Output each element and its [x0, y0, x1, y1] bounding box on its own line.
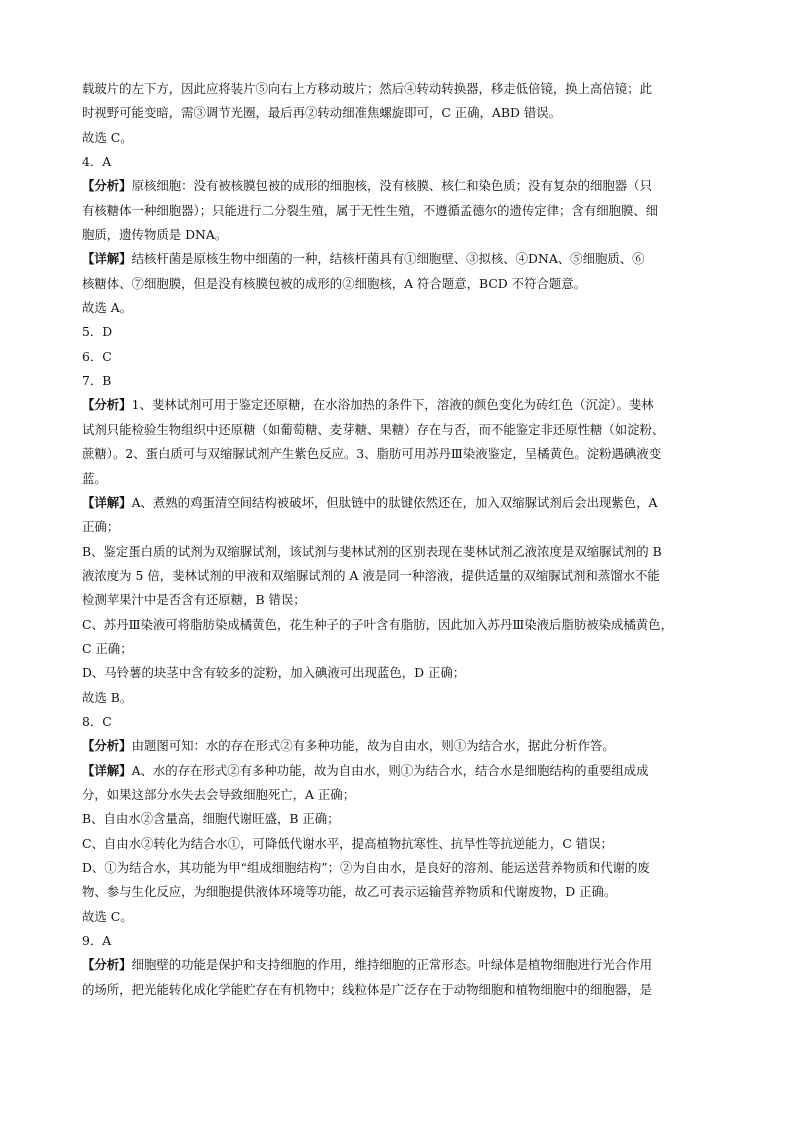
line-text: 检测苹果汁中是否含有还原糖，B 错误； — [82, 592, 306, 608]
text-line — [82, 150, 722, 174]
line-text: B、鉴定蛋白质的试剂为双缩脲试剂，该试剂与斐林试剂的区别表现在斐林试剂乙液浓度是双缩脲试剂的 B — [82, 543, 662, 559]
line-text: 分，如果这部分水失去会导致细胞死亡，A 正确； — [82, 786, 356, 802]
text-line — [82, 467, 722, 491]
text-line — [82, 613, 722, 637]
line-text: 9．A — [82, 933, 112, 949]
section-tag: 【详解】 — [82, 762, 132, 778]
line-text: B、自由水②含量高，细胞代谢旺盛，B 正确； — [82, 811, 340, 827]
line-text: 故选 A。 — [82, 300, 133, 316]
line-text: 有核糖体一种细胞器）；只能进行二分裂生殖，属于无性生殖，不遵循孟德尔的遗传定律；含有细胞膜、细 — [82, 202, 659, 218]
line-text: 结核杆菌是原核生物中细菌的一种，结核杆菌具有①细胞壁、③拟核、④DNA、⑤细胞质、⑥ — [131, 251, 645, 267]
text-line — [82, 540, 722, 564]
line-text: D、①为结合水，其功能为甲“组成细胞结构”；②为自由水，是良好的溶剂、能运送营养物质和代谢的废 — [82, 860, 650, 875]
line-text: C、自由水②转化为结合水①，可降低代谢水平，提高植物抗寒性、抗旱性等抗逆能力，C 错误； — [82, 835, 613, 851]
text-line — [82, 77, 722, 101]
text-line — [82, 880, 722, 904]
text-line — [82, 929, 722, 953]
text-line — [82, 418, 722, 442]
text-line — [82, 126, 722, 150]
line-text: C、苏丹Ⅲ染液可将脂肪染成橘黄色，花生种子的子叶含有脂肪，因此加入苏丹Ⅲ染液后脂肪被染成橘黄色， — [82, 616, 673, 632]
text-line — [82, 174, 722, 198]
line-text: 细胞壁的功能是保护和支持细胞的作用，维持细胞的正常形态。叶绿体是植物细胞进行光合作用 — [131, 957, 652, 973]
line-text: 故选 C。 — [82, 908, 133, 924]
line-text: 故选 B。 — [82, 689, 133, 705]
text-line — [82, 759, 722, 783]
line-text: C 正确； — [82, 640, 133, 656]
line-text: 5．D — [82, 324, 113, 340]
section-tag: 【分析】 — [82, 738, 132, 754]
line-text: 液浓度为 5 倍，斐林试剂的甲液和双缩脲试剂的 A 液是同一种溶液，提供适量的双缩脲试剂和蒸馏水不能 — [82, 567, 660, 583]
section-tag: 【分析】 — [82, 397, 132, 413]
section-tag: 【分析】 — [82, 957, 132, 973]
line-text: 原核细胞：没有被核膜包被的成形的细胞核，没有核膜、核仁和染色质；没有复杂的细胞器（只 — [131, 178, 652, 194]
text-line — [82, 978, 722, 1002]
line-text: 7．B — [82, 373, 112, 389]
text-line — [82, 637, 722, 661]
answer-explanation-text — [82, 77, 722, 1002]
text-line — [82, 953, 722, 977]
text-line — [82, 783, 722, 807]
text-line — [82, 101, 722, 125]
line-text: 核糖体、⑦细胞膜，但是没有核膜包被的成形的②细胞核，A 符合题意，BCD 不符合题意。 — [82, 275, 587, 291]
text-line — [82, 832, 722, 856]
line-text: A、水的存在形式②有多种功能，故为自由水，则①为结合水，结合水是细胞结构的重要组成成 — [131, 762, 649, 778]
line-text: 蓝。 — [82, 470, 107, 486]
line-text: 试剂只能检验生物组织中还原糖（如葡萄糖、麦芽糖、果糖）存在与否，而不能鉴定非还原性糖（如淀粉、 — [82, 421, 665, 437]
text-line — [82, 247, 722, 271]
text-line — [82, 199, 722, 223]
line-text: 载玻片的左下方，因此应将装片⑤向右上方移动玻片；然后④转动转换器，移走低倍镜，换上高倍镜；此 — [82, 81, 652, 96]
line-text: 正确； — [82, 519, 120, 535]
line-text: 故选 C。 — [82, 129, 133, 145]
line-text: 1、斐林试剂可用于鉴定还原糖，在水浴加热的条件下，溶液的颜色变化为砖红色（沉淀）。斐林 — [131, 397, 654, 413]
text-line — [82, 442, 722, 466]
text-line — [82, 393, 722, 417]
text-line — [82, 588, 722, 612]
text-line — [82, 272, 722, 296]
text-line — [82, 491, 722, 515]
line-text: 的场所，把光能转化成化学能贮存在有机物中；线粒体是广泛存在于动物细胞和植物细胞中的细胞器，是 — [82, 981, 652, 997]
line-text: D、马铃薯的块茎中含有较多的淀粉，加入碘液可出现蓝色，D 正确； — [82, 665, 466, 681]
text-line — [82, 345, 722, 369]
text-line — [82, 710, 722, 734]
line-text: 8．C — [82, 713, 112, 729]
line-text: 6．C — [82, 348, 112, 364]
text-line — [82, 734, 722, 758]
text-line — [82, 296, 722, 320]
line-text: 物、参与生化反应，为细胞提供液体环境等功能，故乙可表示运输营养物质和代谢废物，D 正确。 — [82, 884, 617, 900]
section-tag: 【详解】 — [82, 494, 132, 510]
line-text: 蔗糖）。2、蛋白质可与双缩脲试剂产生紫色反应。3、脂肪可用苏丹Ⅲ染液鉴定，呈橘黄色。淀粉遇碘液变 — [82, 446, 662, 462]
section-tag: 【分析】 — [82, 178, 132, 194]
text-line — [82, 223, 722, 247]
text-line — [82, 515, 722, 539]
text-line — [82, 320, 722, 344]
line-text: A、煮熟的鸡蛋清空间结构被破坏，但肽链中的肽键依然还在，加入双缩脲试剂后会出现紫色，A — [131, 494, 658, 510]
line-text: 胞质，遗传物质是 DNA。 — [82, 227, 228, 243]
text-line — [82, 661, 722, 685]
text-line — [82, 905, 722, 929]
line-text: 4．A — [82, 154, 112, 170]
text-line — [82, 856, 722, 880]
text-line — [82, 369, 722, 393]
line-text: 由题图可知：水的存在形式②有多种功能，故为自由水，则①为结合水，据此分析作答。 — [131, 738, 615, 754]
section-tag: 【详解】 — [82, 251, 132, 267]
line-text: 时视野可能变暗，需③调节光圈，最后再②转动细准焦螺旋即可，C 正确，ABD 错误。 — [82, 105, 562, 121]
text-line — [82, 564, 722, 588]
text-line — [82, 807, 722, 831]
text-line — [82, 686, 722, 710]
